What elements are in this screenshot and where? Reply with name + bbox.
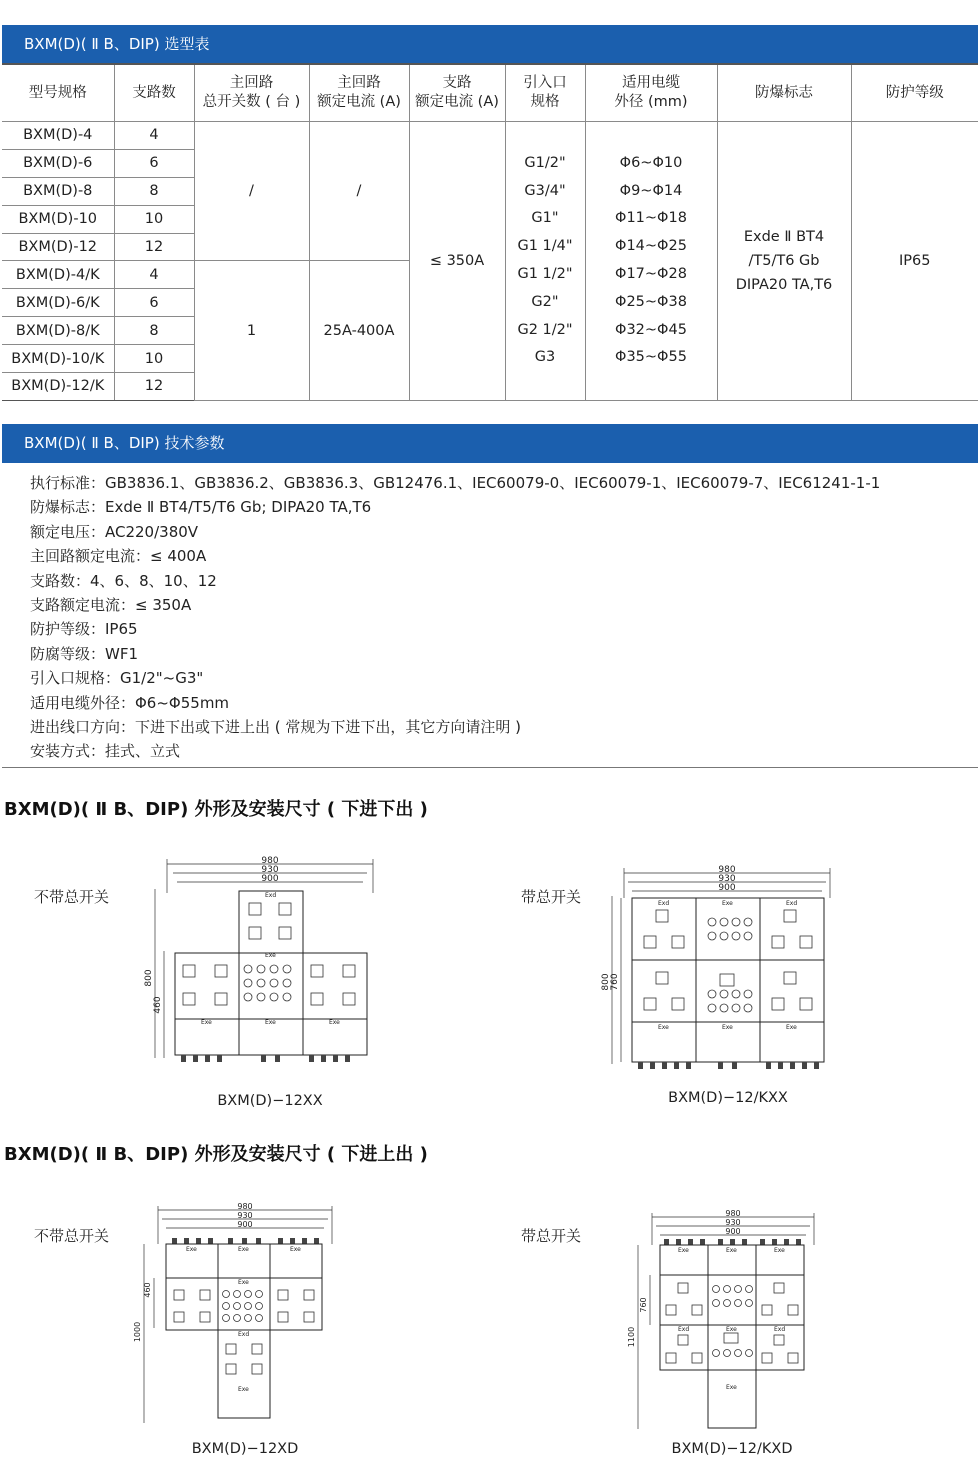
dim-width-980: 980 xyxy=(237,1202,253,1211)
dims-bottom-left-label: 不带总开关 xyxy=(34,888,110,906)
branch-current-cell: ≤ 350A xyxy=(409,122,505,401)
dim-width-980: 980 xyxy=(718,865,736,875)
main-switch-cell: / xyxy=(194,122,309,261)
caption-12xx: BXM(D)−12XX xyxy=(217,1093,323,1109)
box-label: Exe xyxy=(774,1247,785,1254)
box-label: Exd xyxy=(238,1331,250,1338)
branches-cell: 6 xyxy=(114,149,194,177)
caption-12kxd: BXM(D)−12/KXD xyxy=(671,1441,793,1457)
model-cell: BXM(D)-8 xyxy=(2,177,114,205)
box-label: Exe xyxy=(238,1246,249,1253)
model-cell: BXM(D)-4/K xyxy=(2,261,114,289)
header-cable: 适用电缆 外径 (mm) xyxy=(585,64,717,122)
param-inlet: 引入口规格：G1/2"~G3" xyxy=(30,669,204,688)
box-label: Exe xyxy=(726,1247,737,1254)
box-label: Exe xyxy=(329,1019,340,1026)
dim-width-980: 980 xyxy=(261,856,279,866)
box-label: Exe xyxy=(238,1279,249,1286)
caption-12xd: BXM(D)−12XD xyxy=(191,1441,299,1457)
dim-width-900: 900 xyxy=(261,874,279,884)
dim-height-800: 800 xyxy=(144,969,154,987)
branches-cell: 12 xyxy=(114,233,194,261)
height-dimensions xyxy=(155,889,164,1058)
box-label: Exe xyxy=(722,1024,733,1031)
model-cell: BXM(D)-4 xyxy=(2,122,114,150)
box-label: Exe xyxy=(722,900,733,907)
dim-height-460: 460 xyxy=(153,996,163,1014)
box-label: Exe xyxy=(238,1386,249,1393)
branches-cell: 10 xyxy=(114,345,194,373)
box-label: Exe xyxy=(658,1024,669,1031)
dim-width-930: 930 xyxy=(718,874,736,884)
box-label: Exd xyxy=(678,1326,690,1333)
selection-table-title: BXM(D)( Ⅱ B、DIP) 选型表 xyxy=(24,35,210,53)
tech-params-divider xyxy=(2,767,978,768)
box-label: Exd xyxy=(786,900,798,907)
model-cell: BXM(D)-6 xyxy=(2,149,114,177)
param-ex-marking: 防爆标志：Exde Ⅱ BT4/T5/T6 Gb; DIPA20 TA,T6 xyxy=(30,498,372,517)
dims-bottom-right-label: 带总开关 xyxy=(521,888,582,906)
param-voltage: 额定电压：AC220/380V xyxy=(30,522,199,541)
height-dimensions xyxy=(144,1244,154,1423)
dim-width-930: 930 xyxy=(261,865,279,875)
dim-height-760: 760 xyxy=(610,973,620,991)
header-branches: 支路数 xyxy=(114,64,194,122)
dims-top-title: BXM(D)( Ⅱ B、DIP) 外形及安装尺寸 ( 下进上出 ) xyxy=(4,1144,428,1165)
model-cell: BXM(D)-12/K xyxy=(2,373,114,401)
box-label: Exe xyxy=(290,1246,301,1253)
branches-cell: 8 xyxy=(114,317,194,345)
header-ex-marking: 防爆标志 xyxy=(717,64,851,122)
header-protection: 防护等级 xyxy=(851,64,978,122)
drawing-12kxd xyxy=(620,1205,830,1445)
main-current-cell: 25A-400A xyxy=(309,261,409,400)
branches-cell: 6 xyxy=(114,289,194,317)
dim-height-1100: 1100 xyxy=(627,1326,636,1348)
selection-table xyxy=(2,63,978,401)
dim-width-930: 930 xyxy=(725,1218,741,1227)
box-label: Exe xyxy=(265,952,276,959)
height-dimensions xyxy=(638,1245,650,1429)
ex-marking-cell: Exde Ⅱ BT4 /T5/T6 Gb DIPA20 TA,T6 xyxy=(717,122,851,401)
dims-top-right-label: 带总开关 xyxy=(521,1227,582,1245)
param-protection: 防护等级：IP65 xyxy=(30,620,138,639)
box-label: Exe xyxy=(726,1326,737,1333)
header-model: 型号规格 xyxy=(2,64,114,122)
dims-bottom-title: BXM(D)( Ⅱ B、DIP) 外形及安装尺寸 ( 下进下出 ) xyxy=(4,799,428,820)
header-main-current: 主回路 额定电流 (A) xyxy=(309,64,409,122)
dim-height-460: 460 xyxy=(143,1282,152,1298)
branches-cell: 4 xyxy=(114,261,194,289)
model-cell: BXM(D)-8/K xyxy=(2,317,114,345)
box-label: Exe xyxy=(786,1024,797,1031)
header-main-switch: 主回路 总开关数 ( 台 ) xyxy=(194,64,309,122)
header-inlet: 引入口 规格 xyxy=(505,64,585,122)
dim-width-900: 900 xyxy=(725,1227,741,1236)
model-cell: BXM(D)-6/K xyxy=(2,289,114,317)
box-label: Exe xyxy=(678,1247,689,1254)
branches-cell: 8 xyxy=(114,177,194,205)
param-installation: 安装方式：挂式、立式 xyxy=(30,742,181,761)
box-label: Exd xyxy=(774,1326,786,1333)
param-cable: 适用电缆外径：Φ6~Φ55mm xyxy=(30,693,230,712)
dim-height-800: 800 xyxy=(601,973,611,991)
param-branches: 支路数：4、6、8、10、12 xyxy=(30,571,217,590)
param-direction: 进出线口方向：下进下出或下进上出 ( 常规为下进下出，其它方向请注明 ) xyxy=(30,717,522,736)
protection-cell: IP65 xyxy=(851,122,978,401)
tech-params-header-bar xyxy=(2,424,978,463)
main-switch-cell: 1 xyxy=(194,261,309,400)
model-cell: BXM(D)-10 xyxy=(2,205,114,233)
table-row xyxy=(2,122,978,150)
branches-cell: 12 xyxy=(114,373,194,401)
enclosure-body xyxy=(660,1245,804,1428)
tech-params-title: BXM(D)( Ⅱ B、DIP) 技术参数 xyxy=(24,434,225,452)
param-branch-current: 支路额定电流：≤ 350A xyxy=(30,595,192,614)
dim-width-900: 900 xyxy=(237,1220,253,1229)
param-standard: 执行标准：GB3836.1、GB3836.2、GB3836.3、GB12476.1、IEC60079-0、IEC60079-1、IEC60079-7、IEC61241-1-1 xyxy=(30,474,881,492)
cable-cell: Φ6~Φ10 Φ9~Φ14 Φ11~Φ18 Φ14~Φ25 Φ17~Φ28 Φ25~Φ38 Φ32~Φ45 Φ35~Φ55 xyxy=(585,122,717,401)
branches-cell: 4 xyxy=(114,122,194,150)
cable-glands xyxy=(181,1055,350,1062)
dim-width-930: 930 xyxy=(237,1211,253,1220)
model-cell: BXM(D)-10/K xyxy=(2,345,114,373)
box-label: Exe xyxy=(201,1019,212,1026)
model-cell: BXM(D)-12 xyxy=(2,233,114,261)
dims-top-left-label: 不带总开关 xyxy=(34,1227,110,1245)
caption-12kxx: BXM(D)−12/KXX xyxy=(668,1090,788,1106)
enclosure-body xyxy=(175,891,367,1055)
drawing-12xd xyxy=(130,1198,360,1443)
param-main-current: 主回路额定电流：≤ 400A xyxy=(30,547,207,566)
dim-height-760: 760 xyxy=(639,1297,648,1313)
dim-height-1000: 1000 xyxy=(133,1321,142,1343)
branches-cell: 10 xyxy=(114,205,194,233)
box-label: Exe xyxy=(726,1384,737,1391)
header-branch-current: 支路 额定电流 (A) xyxy=(409,64,505,122)
box-label: Exd xyxy=(265,892,277,899)
table-header-row xyxy=(2,64,978,122)
box-label: Exe xyxy=(186,1246,197,1253)
inlet-cell: G1/2" G3/4" G1" G1 1/4" G1 1/2" G2" G2 1/2" G3 xyxy=(505,122,585,401)
main-current-cell: / xyxy=(309,122,409,261)
dim-width-900: 900 xyxy=(718,883,736,893)
drawing-12xx xyxy=(135,853,385,1078)
box-label: Exd xyxy=(658,900,670,907)
tech-params-list xyxy=(30,471,880,764)
selection-table-header-bar xyxy=(2,25,978,64)
cable-glands xyxy=(638,1062,819,1069)
dim-width-980: 980 xyxy=(725,1209,741,1218)
box-label: Exe xyxy=(265,1019,276,1026)
param-anticorrosion: 防腐等级：WF1 xyxy=(30,644,139,663)
drawing-12kxx xyxy=(600,862,850,1082)
